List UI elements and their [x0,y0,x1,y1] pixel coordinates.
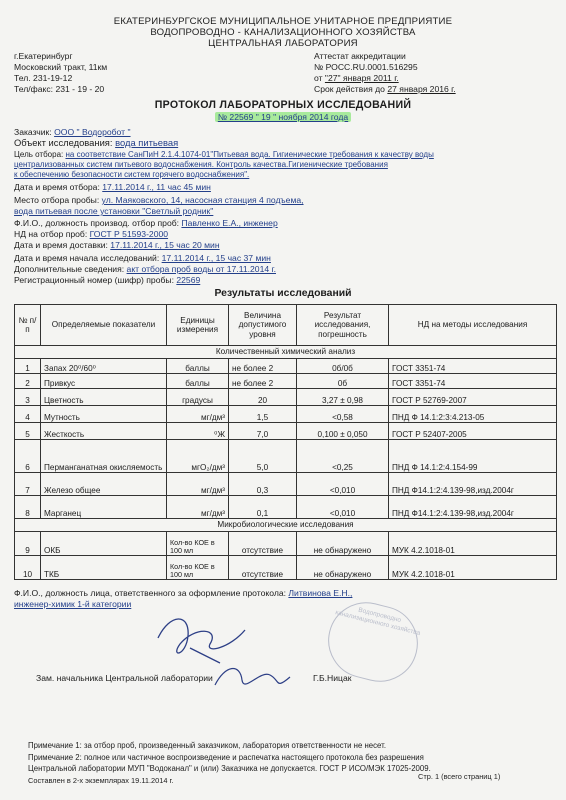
row-unit: мг/дм³ [167,406,229,423]
extra-row: Дополнительные сведения: акт отбора проб воды от 17.11.2014 г. [14,264,276,274]
goal-row: Цель отбора: на соответствие СанПиН 2.1.4.1074-01"Питьевая вода. Гигиенические требования к качеству воды [14,150,434,159]
row-limit: 5,0 [229,440,297,473]
row-unit: мгO₂/дм³ [167,440,229,473]
header-cell: Величина допустимого уровня [229,305,297,346]
organization-stamp: Водопроводно канализационного хозяйства [320,594,426,690]
object-row: Объект исследования: вода питьевая [14,137,179,148]
table-row [15,556,557,580]
row-method: ГОСТ 3351-74 [389,359,557,374]
fax: Тел/факс: 231 - 19 - 20 [14,84,105,94]
row-limit: 20 [229,389,297,406]
row-indicator: Мутность [41,406,167,423]
city: г.Екатеринбург [14,51,73,61]
row-limit: не более 2 [229,374,297,389]
phone: Тел. 231-19-12 [14,73,73,83]
row-result: 0б/0б [297,359,389,374]
head-name: Г.Б.Ницак [313,673,352,683]
section-row [15,346,557,359]
nd-row: НД на отбор проб: ГОСТ Р 51593-2000 [14,229,169,239]
row-method: МУК 4.2.1018-01 [389,532,557,556]
table-row [15,440,557,473]
address: Московский тракт, 11км [14,62,108,72]
row-indicator: Запах 20⁰/60⁰ [41,359,167,374]
row-unit: мг/дм³ [167,473,229,496]
row-limit: 0,1 [229,496,297,519]
accreditation-number: № РОСС.RU.0001.516295 [314,62,418,72]
row-number: 8 [15,496,41,519]
row-limit: 0,3 [229,473,297,496]
section-microbiological: Микробиологические исследования [15,519,557,532]
note-2: Примечание 2: полное или частичное воспроизведение и распечатка настоящего протокола без разрешения [28,753,424,762]
row-method: ГОСТ 3351-74 [389,374,557,389]
row-indicator: ТКБ [41,556,167,580]
header-cell: Определяемые показатели [41,305,167,346]
start-row: Дата и время начала исследований: 17.11.2014 г., 15 час 37 мин [14,253,271,263]
row-number: 10 [15,556,41,580]
row-indicator: Привкус [41,374,167,389]
row-number: 5 [15,423,41,440]
row-unit: ⁰Ж [167,423,229,440]
table-row [15,374,557,389]
row-method: ПНД Ф14.1:2:4.139-98,изд.2004г [389,473,557,496]
table-row [15,496,557,519]
row-result: 0б [297,374,389,389]
row-limit: отсутствие [229,532,297,556]
delivery-row: Дата и время доставки: 17.11.2014 г., 15 час 20 мин [14,240,220,250]
org-line-1: ЕКАТЕРИНБУРГСКОЕ МУНИЦИПАЛЬНОЕ УНИТАРНОЕ ПРЕДПРИЯТИЕ [113,16,453,27]
row-limit: 7,0 [229,423,297,440]
row-limit: не более 2 [229,359,297,374]
registration-row: Регистрационный номер (шифр) пробы: 22569 [14,275,201,285]
protocol-number: № 22569 " 19 " ноября 2014 года [0,112,566,122]
note-1: Примечание 1: за отбор проб, произведенный заказчиком, лаборатория ответственности не несет. [28,741,386,750]
accreditation-valid-until: Срок действия до 27 января 2016 г. [314,84,456,94]
table-header-row [15,305,557,346]
table-row [15,473,557,496]
row-result: <0,58 [297,406,389,423]
row-indicator: Перманганатная окисляемость [41,440,167,473]
row-indicator: ОКБ [41,532,167,556]
row-limit: 1,5 [229,406,297,423]
row-unit: градусы [167,389,229,406]
sampler-row: Ф.И.О., должность производ. отбор проб: Павленко Е.А., инженер [14,218,278,228]
row-method: МУК 4.2.1018-01 [389,556,557,580]
row-number: 3 [15,389,41,406]
results-table [14,304,557,580]
row-indicator: Марганец [41,496,167,519]
row-result: не обнаружено [297,532,389,556]
row-unit: Кол-во КОЕ в 100 мл [167,556,229,580]
row-method: ПНД Ф 14.1:2:3:4.213-05 [389,406,557,423]
page-counter: Стр. 1 (всего страниц 1) [418,772,501,781]
table-row [15,423,557,440]
row-method: ГОСТ Р 52407-2005 [389,423,557,440]
accreditation-date: от "27" января 2011 г. [314,73,399,83]
row-indicator: Цветность [41,389,167,406]
header-cell: Единицы измерения [167,305,229,346]
row-method: ГОСТ Р 52769-2007 [389,389,557,406]
row-number: 7 [15,473,41,496]
row-unit: Кол-во КОЕ в 100 мл [167,532,229,556]
row-number: 1 [15,359,41,374]
row-indicator: Железо общее [41,473,167,496]
row-indicator: Жесткость [41,423,167,440]
row-method: ПНД Ф 14.1:2:4.154-99 [389,440,557,473]
row-unit: баллы [167,374,229,389]
section-row [15,519,557,532]
accreditation-label: Аттестат аккредитации [314,51,406,61]
goal-line-2: централизованных систем питьевого водоснабжения. Контроль качества.Гигиенические требования [14,160,388,169]
place-row: Место отбора пробы: ул. Маяковского, 14, насосная станция 4 подъема, [14,195,304,205]
section-chemical: Количественный химический анализ [15,346,557,359]
row-result: <0,010 [297,473,389,496]
row-result: <0,25 [297,440,389,473]
row-method: ПНД Ф14.1:2:4.139-98,изд.2004г [389,496,557,519]
place-line-2: вода питьевая после установки "Светлый родник" [14,206,214,216]
table-row [15,359,557,374]
results-title: Результаты исследований [214,288,352,299]
header-cell: НД на методы исследования [389,305,557,346]
row-number: 9 [15,532,41,556]
signature-2 [210,655,310,700]
table-row [15,389,557,406]
row-result: не обнаружено [297,556,389,580]
table-row [15,406,557,423]
goal-line-3: к обеспечению безопасности систем горячего водоснабжения". [14,170,250,179]
responsible-row: Ф.И.О., должность лица, ответственного за оформление протокола: Литвинова Е.Н., [14,588,353,598]
row-unit: баллы [167,359,229,374]
row-result: <0,010 [297,496,389,519]
responsible-role: инженер-химик 1-й категории [14,599,132,609]
row-result: 3,27 ± 0,98 [297,389,389,406]
row-number: 2 [15,374,41,389]
row-number: 4 [15,406,41,423]
row-limit: отсутствие [229,556,297,580]
sample-datetime-row: Дата и время отбора: 17.11.2014 г., 11 час 45 мин [14,182,211,192]
org-line-3: ЦЕНТРАЛЬНАЯ ЛАБОРАТОРИЯ [208,38,358,49]
header-cell: № п/п [15,305,41,346]
table-row [15,532,557,556]
row-result: 0,100 ± 0,050 [297,423,389,440]
org-line-2: ВОДОПРОВОДНО - КАНАЛИЗАЦИОННОГО ХОЗЯЙСТВА [150,27,416,38]
protocol-title: ПРОТОКОЛ ЛАБОРАТОРНЫХ ИССЛЕДОВАНИЙ [154,99,412,111]
row-number: 6 [15,440,41,473]
head-label: Зам. начальника Центральной лаборатории [36,673,213,683]
row-unit: мг/дм³ [167,496,229,519]
customer-row: Заказчик: ООО " Водоробот " [14,127,131,137]
note-4: Составлен в 2-х экземплярах 19.11.2014 г. [28,776,174,785]
note-3: Центральной лаборатории МУП "Водоканал" и (или) Заказчика не допускается. ГОСТ Р ИСО/МЭК 17025-2009. [28,764,431,773]
header-cell: Результат исследования, погрешность [297,305,389,346]
